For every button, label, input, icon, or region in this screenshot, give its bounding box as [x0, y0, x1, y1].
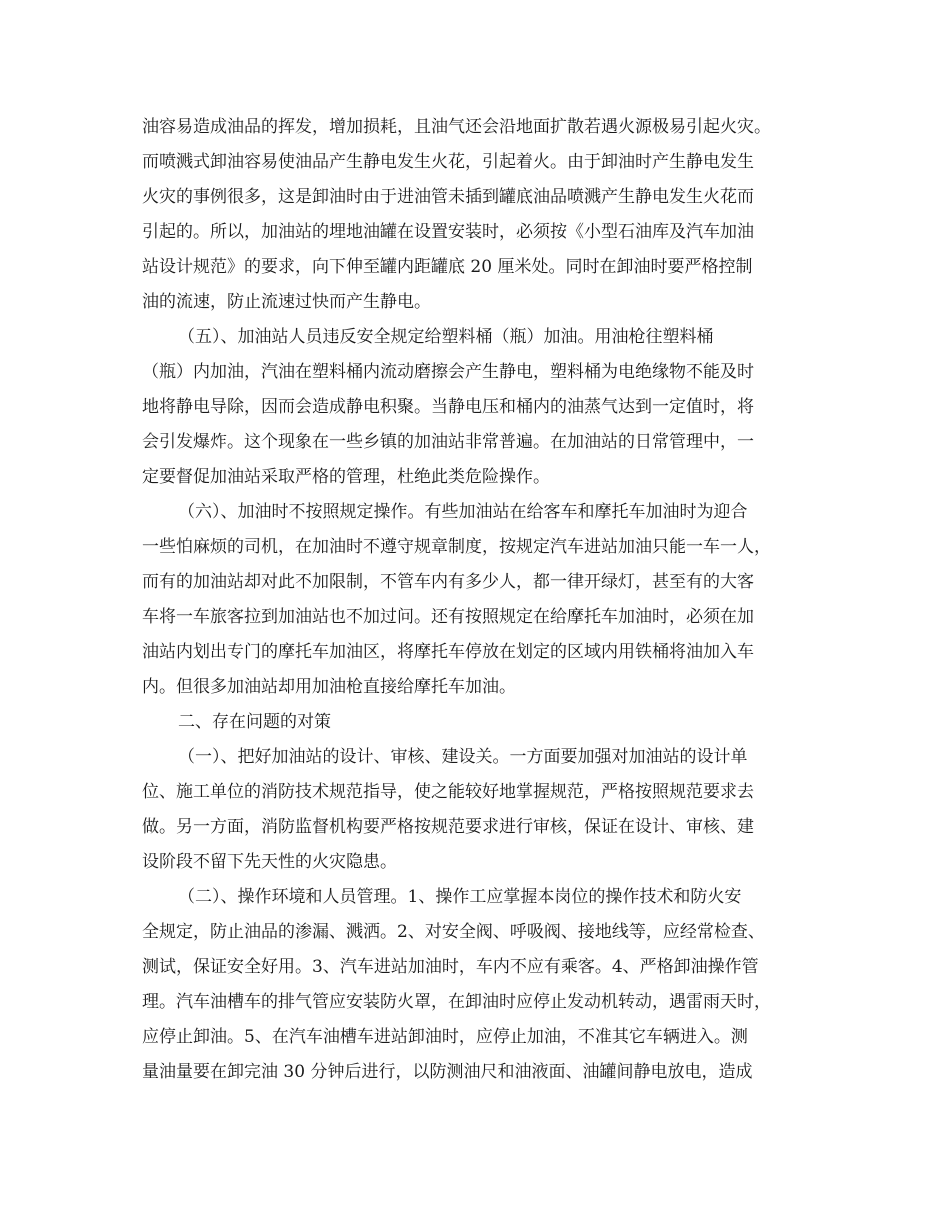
text-line: 量油量要在卸完油 30 分钟后进行，以防测油尺和油液面、油罐间静电放电，造成: [142, 1062, 753, 1082]
text-line: 而有的加油站却对此不加限制，不管车内有多少人，都一律开绿灯，甚至有的大客: [142, 572, 754, 592]
text-line: （瓶）内加油，汽油在塑料桶内流动磨擦会产生静电，塑料桶为电绝缘物不能及时: [142, 362, 754, 382]
text-line: 油站内划出专门的摩托车加油区，将摩托车停放在划定的区域内用铁桶将油加入车: [142, 642, 754, 662]
text-line: 内。但很多加油站却用加油枪直接给摩托车加油。: [142, 677, 516, 697]
text-line: （六）、加油时不按照规定操作。有些加油站在给客车和摩托车加油时为迎合: [178, 502, 748, 522]
text-line: 测试，保证安全好用。3、汽车进站加油时，车内不应有乘客。4、严格卸油操作管: [142, 957, 759, 977]
text-line: 做。另一方面，消防监督机构要严格按规范要求进行审核，保证在设计、审核、建: [142, 817, 754, 837]
document-body: [142, 110, 822, 1090]
text-line: 二、存在问题的对策: [178, 712, 331, 732]
text-line: 油的流速，防止流速过快而产生静电。: [142, 292, 431, 312]
text-line: 地将静电导除，因而会造成静电积聚。当静电压和桶内的油蒸气达到一定值时，将: [142, 397, 754, 417]
text-line: （五）、加油站人员违反安全规定给塑料桶（瓶）加油。用油枪往塑料桶: [178, 327, 714, 347]
text-line: 车将一车旅客拉到加油站也不加过问。还有按照规定在给摩托车加油时，必须在加: [142, 607, 754, 627]
text-line: 理。汽车油槽车的排气管应安装防火罩，在卸油时应停止发动机转动，遇雷雨天时，: [142, 992, 771, 1012]
text-line: 会引发爆炸。这个现象在一些乡镇的加油站非常普遍。在加油站的日常管理中，一: [142, 432, 754, 452]
text-line: 设阶段不留下先天性的火灾隐患。: [142, 852, 397, 872]
text-line: 引起的。所以，加油站的埋地油罐在设置安装时，必须按《小型石油库及汽车加油: [142, 222, 754, 242]
text-line: 油容易造成油品的挥发，增加损耗，且油气还会沿地面扩散若遇火源极易引起火灾。: [142, 117, 771, 137]
text-line: （二）、操作环境和人员管理。1、操作工应掌握本岗位的操作技术和防火安: [178, 887, 742, 907]
text-line: （一）、把好加油站的设计、审核、建设关。一方面要加强对加油站的设计单: [178, 747, 748, 767]
text-line: 定要督促加油站采取严格的管理，杜绝此类危险操作。: [142, 467, 550, 487]
text-line: 火灾的事例很多，这是卸油时由于进油管未插到罐底油品喷溅产生静电发生火花而: [142, 187, 754, 207]
text-line: 一些怕麻烦的司机，在加油时不遵守规章制度，按规定汽车进站加油只能一车一人，: [142, 537, 771, 557]
text-line: 位、施工单位的消防技术规范指导，使之能较好地掌握规范，严格按照规范要求去: [142, 782, 754, 802]
text-line: 站设计规范》的要求，向下伸至罐内距罐底 20 厘米处。同时在卸油时要严格控制: [142, 257, 753, 277]
text-line: 全规定，防止油品的渗漏、溅洒。2、对安全阀、呼吸阀、接地线等，应经常检查、: [142, 922, 765, 942]
text-line: 应停止卸油。5、在汽车油槽车进站卸油时，应停止加油，不准其它车辆进入。测: [142, 1027, 748, 1047]
text-line: 而喷溅式卸油容易使油品产生静电发生火花，引起着火。由于卸油时产生静电发生: [142, 152, 754, 172]
